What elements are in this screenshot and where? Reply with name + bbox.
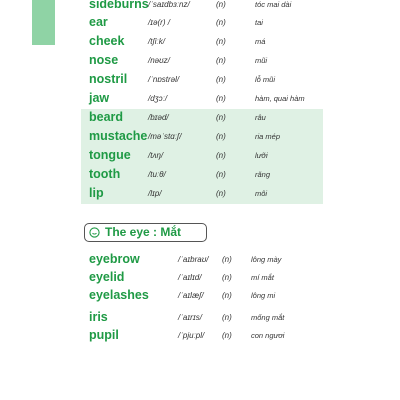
vocab-row [81, 287, 323, 306]
vocab-meaning: má [255, 37, 266, 46]
vocab-ipa: /məˈstɑːʃ/ [148, 132, 182, 141]
vocab-word: pupil [89, 328, 119, 342]
vocab-row [81, 309, 323, 328]
vocab-pos: (n) [216, 151, 226, 160]
vocab-ipa: /ˈnɒstrəl/ [148, 75, 180, 84]
vocab-ipa: /nəʊz/ [148, 56, 170, 65]
vocab-row [81, 14, 323, 33]
vocab-ipa: /ˈsaɪdbɜːnz/ [148, 0, 190, 9]
vocab-ipa: /tʃiːk/ [148, 37, 165, 46]
vocab-pos: (n) [222, 255, 232, 264]
vocab-row [81, 33, 323, 52]
vocab-meaning: ria mép [255, 132, 281, 141]
vocab-ipa: /tuːθ/ [148, 170, 166, 179]
vocab-ipa: /lɪp/ [148, 189, 162, 198]
vocab-pos: (n) [216, 56, 226, 65]
vocab-pos: (n) [222, 331, 232, 340]
vocab-meaning: lông mi [251, 291, 276, 300]
vocab-row-highlighted [81, 109, 323, 128]
vocab-ipa: /ɪə(r) / [148, 18, 170, 27]
vocab-meaning: râu [255, 113, 266, 122]
vocab-ipa: /bɪəd/ [148, 113, 169, 122]
vocab-pos: (n) [222, 273, 232, 282]
vocab-meaning: tóc mai dài [255, 0, 292, 9]
vocab-pos: (n) [216, 75, 226, 84]
vocab-word: eyelashes [89, 288, 149, 302]
vocab-word: eyelid [89, 270, 125, 284]
vocab-word: jaw [89, 91, 110, 105]
vocab-ipa: /ˈaɪrɪs/ [178, 313, 202, 322]
section-title: The eye : Mắt [105, 225, 182, 239]
vocab-pos: (n) [222, 313, 232, 322]
vocab-pos: (n) [216, 18, 226, 27]
vocab-word: nose [89, 53, 119, 67]
vocab-word: iris [89, 310, 108, 324]
vocab-row [81, 71, 323, 90]
vocab-meaning: tai [255, 18, 263, 27]
vocab-pos: (n) [216, 113, 226, 122]
vocab-word: beard [89, 110, 124, 124]
vocab-row-highlighted [81, 185, 323, 204]
vocab-pos: (n) [216, 170, 226, 179]
vocab-ipa: /ˈaɪlɪd/ [178, 273, 202, 282]
vocab-row-highlighted [81, 166, 323, 185]
vocab-meaning: mống mắt [251, 313, 285, 322]
vocab-meaning: môi [255, 189, 268, 198]
side-tab-decoration [32, 0, 55, 45]
vocab-meaning: mí mắt [251, 273, 274, 282]
vocab-row [81, 251, 323, 270]
vocab-pos: (n) [216, 94, 226, 103]
vocab-pos: (n) [216, 189, 226, 198]
vocab-word: ear [89, 15, 108, 29]
section-header-eye [84, 223, 207, 242]
vocab-meaning: lông mày [251, 255, 282, 264]
vocab-word: eyebrow [89, 252, 140, 266]
vocab-pos: (n) [222, 291, 232, 300]
vocab-ipa: /tʌŋ/ [148, 151, 164, 160]
vocab-row [81, 269, 323, 288]
vocab-row [81, 0, 323, 15]
vocab-row [81, 90, 323, 109]
vocab-row-highlighted [81, 128, 323, 147]
vocab-ipa: /ˈpjuːpl/ [178, 331, 205, 340]
vocab-word: nostril [89, 72, 128, 86]
vocab-word: tooth [89, 167, 121, 181]
vocab-ipa: /ˈaɪbraʊ/ [178, 255, 209, 264]
vocab-word: lip [89, 186, 104, 200]
vocab-meaning: lỗ mũi [255, 75, 276, 84]
vocab-meaning: con ngươi [251, 331, 285, 340]
vocab-word: cheek [89, 34, 125, 48]
vocab-meaning: hàm, quai hàm [255, 94, 305, 103]
vocab-word: tongue [89, 148, 131, 162]
vocab-meaning: lưỡi [255, 151, 268, 160]
vocab-meaning: răng [255, 170, 271, 179]
vocab-ipa: /dʒɔː/ [148, 94, 168, 103]
speech-bubble-icon [89, 227, 100, 238]
vocab-row-highlighted [81, 147, 323, 166]
vocab-pos: (n) [216, 37, 226, 46]
vocab-word: mustache [89, 129, 148, 143]
vocab-meaning: mũi [255, 56, 268, 65]
vocab-row [81, 52, 323, 71]
vocab-pos: (n) [216, 0, 226, 9]
vocab-word: sideburns [89, 0, 149, 11]
vocab-row [81, 327, 323, 346]
vocab-pos: (n) [216, 132, 226, 141]
vocab-ipa: /ˈaɪlæʃ/ [178, 291, 204, 300]
